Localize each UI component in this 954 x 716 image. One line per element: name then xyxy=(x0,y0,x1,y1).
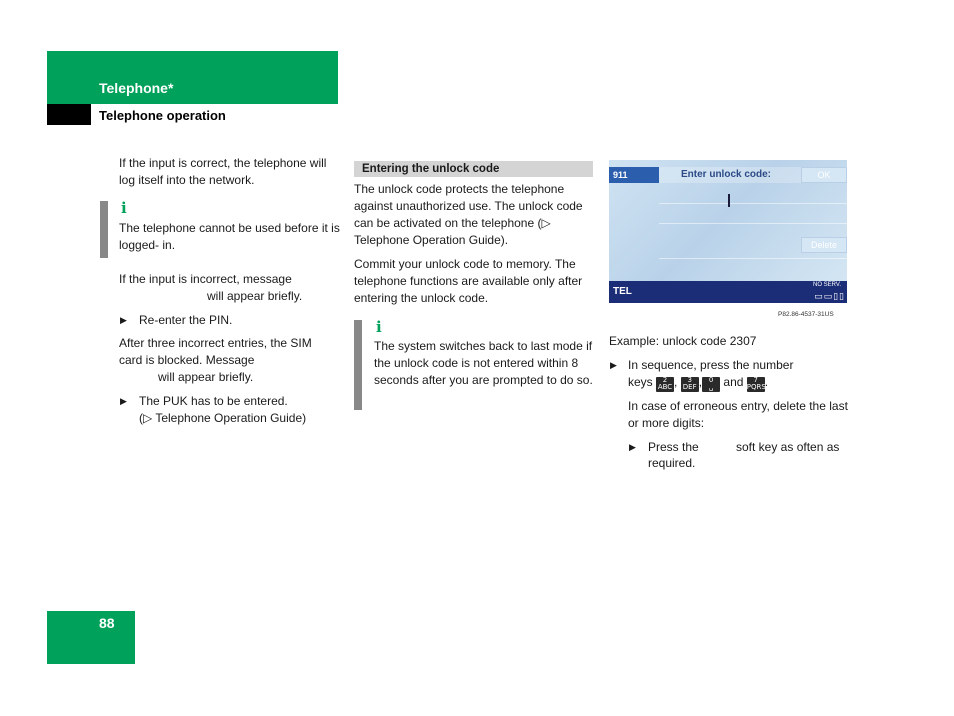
unlock-screen-image xyxy=(609,160,847,303)
col1-paragraph-3c: will appear briefly. xyxy=(158,370,254,384)
page-number: 88 xyxy=(99,615,115,631)
note-bar-1 xyxy=(100,201,108,258)
col1-paragraph-2b: will appear briefly. xyxy=(207,289,303,303)
col1-bullet-2b: (▷ Telephone Operation Guide) xyxy=(139,411,307,425)
col1-paragraph-2a: If the input is incorrect, message xyxy=(119,272,292,286)
section-heading: Entering the unlock code xyxy=(354,161,593,177)
header-band xyxy=(47,51,338,104)
note-bar-2 xyxy=(354,320,362,410)
key-2-icon: 2 ABC xyxy=(657,376,673,391)
bullet-arrow: ▶ xyxy=(610,360,617,370)
subsection-title: Telephone operation xyxy=(99,108,226,123)
col2-note: The system switches back to last mode if the unlock code is not entered within 8 seconds after you are prompted to do so. xyxy=(374,339,593,387)
col3-sub-bullet-c: required. xyxy=(648,456,696,470)
col2-paragraph-2: Commit your unlock code to memory. The telephone functions are available only after entering the unlock code. xyxy=(354,257,583,305)
info-icon: i xyxy=(121,199,127,217)
bullet-arrow: ▶ xyxy=(120,396,127,406)
screen-delete-softkey: Delete xyxy=(801,237,847,253)
image-code: P82.86-4537-31US xyxy=(778,311,834,318)
keys-prefix: keys xyxy=(628,375,653,389)
key-7-icon: 7 PQRS xyxy=(746,376,766,391)
section-title: Telephone* xyxy=(99,80,174,96)
col3-bullet-1a: In sequence, press the number xyxy=(628,358,794,372)
screen-tel-label: TEL xyxy=(613,286,632,297)
col1-paragraph-1: If the input is correct, the telephone will log itself into the network. xyxy=(119,156,327,187)
screen-prompt: Enter unlock code: xyxy=(681,169,772,180)
page-number-box xyxy=(47,611,135,664)
screen-number-field: 911 xyxy=(609,167,659,183)
col3-sub-bullet-b: soft key as often as xyxy=(736,440,840,454)
screen-ok-softkey: OK xyxy=(801,167,847,183)
col1-bullet-1: Re-enter the PIN. xyxy=(139,313,233,327)
screen-no-service: NO SERV. xyxy=(812,282,841,288)
col1-paragraph-3a: After three incorrect entries, the SIM xyxy=(119,336,312,350)
col1-note: The telephone cannot be used before it is logged- in. xyxy=(119,221,340,252)
key-0-icon: 0 ␣ xyxy=(702,377,720,392)
col1-paragraph-3b: card is blocked. Message xyxy=(119,353,255,367)
and-word: and xyxy=(723,375,744,389)
bullet-arrow: ▶ xyxy=(629,442,636,452)
col3-paragraph-2: In case of erroneous entry, delete the last or more digits: xyxy=(628,399,848,430)
col2-paragraph-1: The unlock code protects the telephone against unauthorized use. The unlock code can be activated on the telephone (▷ Telephone Operation Guide). xyxy=(354,182,583,247)
bullet-arrow: ▶ xyxy=(120,315,127,325)
signal-icon: ▭▭▯▯ xyxy=(814,291,845,301)
key-3-icon: 3 DEF xyxy=(681,377,699,392)
col1-bullet-2a: The PUK has to be entered. xyxy=(139,394,288,408)
col3-sub-bullet-a: Press the xyxy=(648,440,699,454)
col3-example: Example: unlock code 2307 xyxy=(609,334,757,348)
screen-footer xyxy=(609,281,847,303)
screen-cursor xyxy=(728,194,730,207)
info-icon: i xyxy=(376,318,382,336)
subsection-marker xyxy=(47,104,91,125)
col3-bullet-1b: keys 2 ABC , 3 DEF , 0 ␣ and 7 PQRS . xyxy=(628,375,769,391)
